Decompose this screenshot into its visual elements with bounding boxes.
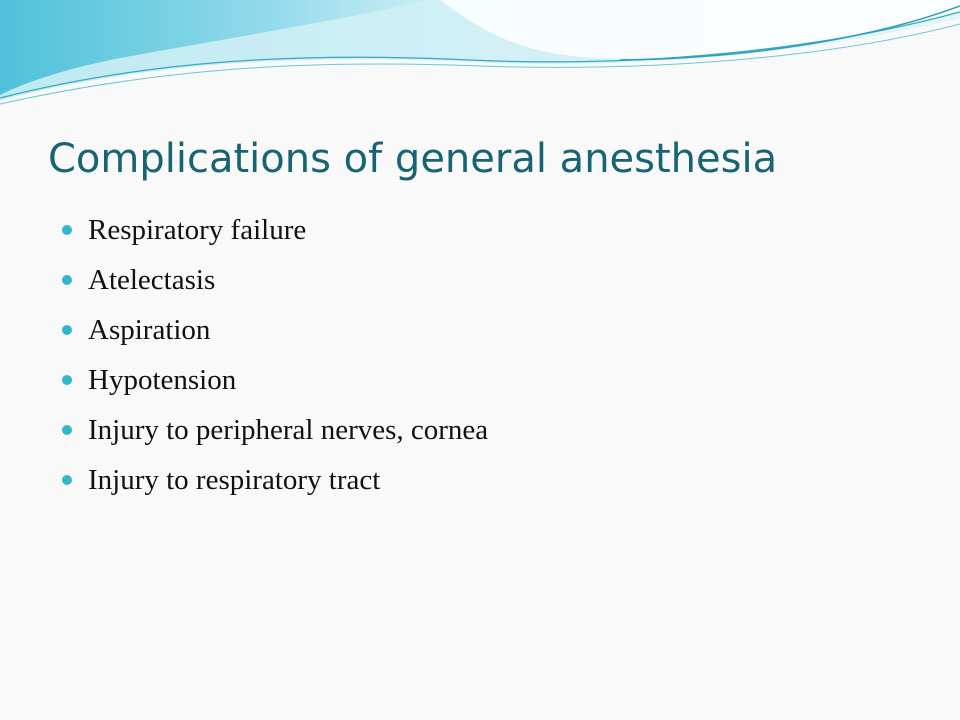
slide-title: Complications of general anesthesia: [48, 136, 778, 182]
list-item: [56, 357, 488, 407]
bullet-text: Hypotension: [88, 364, 237, 396]
header-wave-decoration: [0, 0, 960, 110]
bullet-dot-icon: [62, 325, 72, 335]
list-item: [56, 207, 488, 257]
list-item: [56, 457, 488, 507]
list-item: [56, 407, 488, 457]
bullet-text: Atelectasis: [88, 264, 216, 296]
bullet-list: [56, 207, 488, 507]
bullet-dot-icon: [62, 475, 72, 485]
bullet-text: Injury to peripheral nerves, cornea: [88, 414, 489, 446]
bullet-dot-icon: [62, 425, 72, 435]
bullet-text: Injury to respiratory tract: [88, 464, 381, 496]
list-item: [56, 307, 488, 357]
bullet-dot-icon: [62, 225, 72, 235]
bullet-text: Respiratory failure: [88, 214, 307, 246]
bullet-text: Aspiration: [88, 314, 211, 346]
list-item: [56, 257, 488, 307]
bullet-dot-icon: [62, 375, 72, 385]
bullet-dot-icon: [62, 275, 72, 285]
